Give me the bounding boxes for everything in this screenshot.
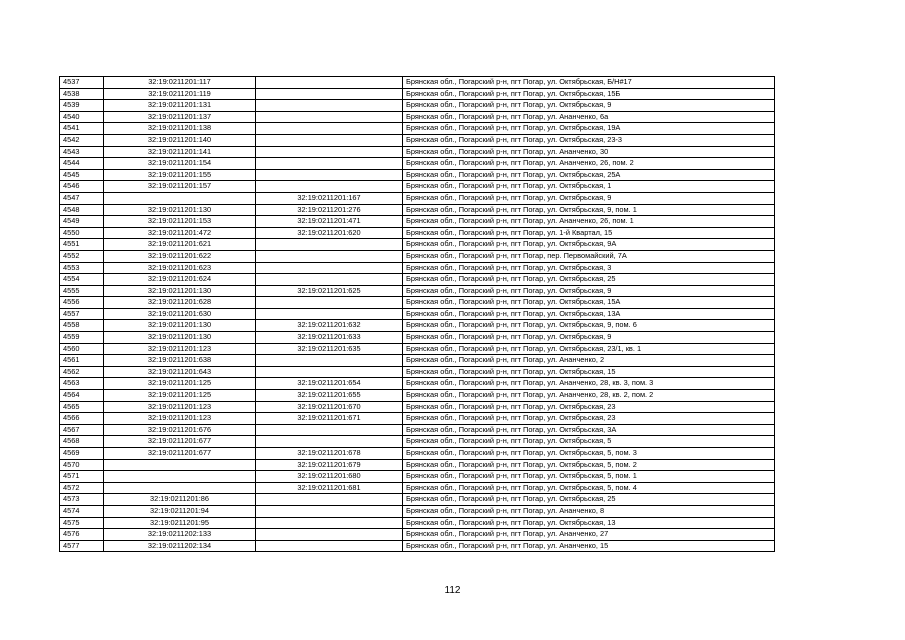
row-number-cell: 4561 [60, 355, 104, 367]
parent-cadastral-number-cell [256, 494, 403, 506]
cadastral-number-cell: 32:19:0211202:134 [104, 540, 256, 552]
row-number-cell: 4545 [60, 169, 104, 181]
table-row [60, 308, 775, 320]
row-number-cell: 4551 [60, 239, 104, 251]
row-number-cell: 4559 [60, 332, 104, 344]
table-row [60, 436, 775, 448]
cadastral-number-cell: 32:19:0211201:677 [104, 448, 256, 460]
table-row [60, 77, 775, 89]
parent-cadastral-number-cell: 32:19:0211201:167 [256, 192, 403, 204]
row-number-cell: 4572 [60, 482, 104, 494]
address-cell: Брянская обл., Погарский р-н, пгт Погар, ул. 1-й Квартал, 15 [403, 227, 775, 239]
address-cell: Брянская обл., Погарский р-н, пгт Погар, ул. Октябрьская, 25 [403, 494, 775, 506]
row-number-cell: 4560 [60, 343, 104, 355]
table-row [60, 332, 775, 344]
parent-cadastral-number-cell [256, 436, 403, 448]
parent-cadastral-number-cell [256, 100, 403, 112]
cadastral-number-cell: 32:19:0211201:130 [104, 320, 256, 332]
table-row [60, 529, 775, 541]
address-cell: Брянская обл., Погарский р-н, пгт Погар, ул. Октябрьская, 9А [403, 239, 775, 251]
cadastral-number-cell: 32:19:0211201:125 [104, 378, 256, 390]
cadastral-number-cell: 32:19:0211201:676 [104, 424, 256, 436]
cadastral-number-cell [104, 482, 256, 494]
row-number-cell: 4563 [60, 378, 104, 390]
row-number-cell: 4540 [60, 111, 104, 123]
table-row [60, 366, 775, 378]
table-row [60, 378, 775, 390]
cadastral-number-cell: 32:19:0211201:677 [104, 436, 256, 448]
cadastral-number-cell: 32:19:0211201:643 [104, 366, 256, 378]
row-number-cell: 4552 [60, 250, 104, 262]
row-number-cell: 4547 [60, 192, 104, 204]
table-row [60, 192, 775, 204]
table-row [60, 320, 775, 332]
parent-cadastral-number-cell: 32:19:0211201:670 [256, 401, 403, 413]
parent-cadastral-number-cell [256, 77, 403, 89]
row-number-cell: 4565 [60, 401, 104, 413]
parent-cadastral-number-cell: 32:19:0211201:655 [256, 390, 403, 402]
cadastral-number-cell: 32:19:0211201:157 [104, 181, 256, 193]
address-cell: Брянская обл., Погарский р-н, пгт Погар, ул. Октябрьская, 13 [403, 517, 775, 529]
parent-cadastral-number-cell [256, 540, 403, 552]
address-cell: Брянская обл., Погарский р-н, пгт Погар, ул. Октябрьская, 9 [403, 285, 775, 297]
row-number-cell: 4553 [60, 262, 104, 274]
table-row [60, 134, 775, 146]
parent-cadastral-number-cell [256, 88, 403, 100]
parent-cadastral-number-cell [256, 181, 403, 193]
cadastral-number-cell [104, 192, 256, 204]
table-row [60, 390, 775, 402]
table-row [60, 146, 775, 158]
parent-cadastral-number-cell [256, 250, 403, 262]
cadastral-number-cell: 32:19:0211201:623 [104, 262, 256, 274]
parent-cadastral-number-cell: 32:19:0211201:678 [256, 448, 403, 460]
table-row [60, 227, 775, 239]
cadastral-number-cell: 32:19:0211201:86 [104, 494, 256, 506]
address-cell: Брянская обл., Погарский р-н, пгт Погар, ул. Октябрьская, 15Б [403, 88, 775, 100]
table-row [60, 262, 775, 274]
address-cell: Брянская обл., Погарский р-н, пгт Погар, пер. Первомайский, 7А [403, 250, 775, 262]
parent-cadastral-number-cell [256, 169, 403, 181]
cadastral-number-cell: 32:19:0211201:154 [104, 158, 256, 170]
row-number-cell: 4539 [60, 100, 104, 112]
table-row [60, 482, 775, 494]
parent-cadastral-number-cell: 32:19:0211201:276 [256, 204, 403, 216]
table-row [60, 494, 775, 506]
address-cell: Брянская обл., Погарский р-н, пгт Погар, ул. Октябрьская, 19А [403, 123, 775, 135]
address-cell: Брянская обл., Погарский р-н, пгт Погар, ул. Октябрьская, 13А [403, 308, 775, 320]
parent-cadastral-number-cell: 32:19:0211201:471 [256, 216, 403, 228]
row-number-cell: 4574 [60, 505, 104, 517]
row-number-cell: 4549 [60, 216, 104, 228]
address-cell: Брянская обл., Погарский р-н, пгт Погар, ул. Октябрьская, 5, пом. 2 [403, 459, 775, 471]
address-cell: Брянская обл., Погарский р-н, пгт Погар, ул. Ананченко, 27 [403, 529, 775, 541]
cadastral-number-cell [104, 471, 256, 483]
parent-cadastral-number-cell [256, 424, 403, 436]
registry-table-body [60, 77, 775, 552]
table-row [60, 505, 775, 517]
address-cell: Брянская обл., Погарский р-н, пгт Погар, ул. Октябрьская, 5, пом. 1 [403, 471, 775, 483]
address-cell: Брянская обл., Погарский р-н, пгт Погар, ул. Ананченко, 28, кв. 2, пом. 2 [403, 390, 775, 402]
cadastral-number-cell: 32:19:0211201:117 [104, 77, 256, 89]
address-cell: Брянская обл., Погарский р-н, пгт Погар, ул. Октябрьская, 9 [403, 192, 775, 204]
row-number-cell: 4557 [60, 308, 104, 320]
parent-cadastral-number-cell [256, 366, 403, 378]
cadastral-number-cell: 32:19:0211201:125 [104, 390, 256, 402]
address-cell: Брянская обл., Погарский р-н, пгт Погар, ул. Октябрьская, 1 [403, 181, 775, 193]
table-row [60, 471, 775, 483]
cadastral-number-cell: 32:19:0211201:628 [104, 297, 256, 309]
address-cell: Брянская обл., Погарский р-н, пгт Погар, ул. Октябрьская, 23 [403, 401, 775, 413]
row-number-cell: 4573 [60, 494, 104, 506]
address-cell: Брянская обл., Погарский р-н, пгт Погар, ул. Октябрьская, 9 [403, 332, 775, 344]
address-cell: Брянская обл., Погарский р-н, пгт Погар, ул. Ананченко, 30 [403, 146, 775, 158]
row-number-cell: 4543 [60, 146, 104, 158]
address-cell: Брянская обл., Погарский р-н, пгт Погар, ул. Ананченко, 26, пом. 1 [403, 216, 775, 228]
parent-cadastral-number-cell: 32:19:0211201:680 [256, 471, 403, 483]
row-number-cell: 4569 [60, 448, 104, 460]
table-row [60, 401, 775, 413]
parent-cadastral-number-cell: 32:19:0211201:625 [256, 285, 403, 297]
cadastral-number-cell: 32:19:0211201:131 [104, 100, 256, 112]
address-cell: Брянская обл., Погарский р-н, пгт Погар, ул. Ананченко, 15 [403, 540, 775, 552]
parent-cadastral-number-cell [256, 123, 403, 135]
table-row [60, 88, 775, 100]
page-number: 112 [444, 585, 461, 596]
address-cell: Брянская обл., Погарский р-н, пгт Погар, ул. Октябрьская, 9, пом. 6 [403, 320, 775, 332]
cadastral-number-cell: 32:19:0211201:130 [104, 285, 256, 297]
cadastral-number-cell: 32:19:0211201:621 [104, 239, 256, 251]
parent-cadastral-number-cell [256, 308, 403, 320]
cadastral-number-cell: 32:19:0211201:94 [104, 505, 256, 517]
row-number-cell: 4571 [60, 471, 104, 483]
parent-cadastral-number-cell [256, 158, 403, 170]
parent-cadastral-number-cell [256, 274, 403, 286]
row-number-cell: 4576 [60, 529, 104, 541]
address-cell: Брянская обл., Погарский р-н, пгт Погар, ул. Октябрьская, 3А [403, 424, 775, 436]
table-row [60, 285, 775, 297]
cadastral-number-cell: 32:19:0211201:624 [104, 274, 256, 286]
cadastral-number-cell: 32:19:0211201:119 [104, 88, 256, 100]
table-row [60, 204, 775, 216]
address-cell: Брянская обл., Погарский р-н, пгт Погар, ул. Ананченко, 2 [403, 355, 775, 367]
address-cell: Брянская обл., Погарский р-н, пгт Погар, ул. Ананченко, 28, кв. 3, пом. 3 [403, 378, 775, 390]
row-number-cell: 4566 [60, 413, 104, 425]
row-number-cell: 4564 [60, 390, 104, 402]
parent-cadastral-number-cell [256, 134, 403, 146]
row-number-cell: 4555 [60, 285, 104, 297]
cadastral-number-cell [104, 459, 256, 471]
cadastral-number-cell: 32:19:0211201:155 [104, 169, 256, 181]
address-cell: Брянская обл., Погарский р-н, пгт Погар, ул. Октябрьская, 5 [403, 436, 775, 448]
address-cell: Брянская обл., Погарский р-н, пгт Погар, ул. Октябрьская, 5, пом. 4 [403, 482, 775, 494]
row-number-cell: 4567 [60, 424, 104, 436]
table-row [60, 517, 775, 529]
address-cell: Брянская обл., Погарский р-н, пгт Погар, ул. Октябрьская, 3 [403, 262, 775, 274]
table-row [60, 274, 775, 286]
table-row [60, 459, 775, 471]
parent-cadastral-number-cell: 32:19:0211201:620 [256, 227, 403, 239]
cadastral-number-cell: 32:19:0211202:133 [104, 529, 256, 541]
parent-cadastral-number-cell: 32:19:0211201:633 [256, 332, 403, 344]
row-number-cell: 4546 [60, 181, 104, 193]
row-number-cell: 4577 [60, 540, 104, 552]
address-cell: Брянская обл., Погарский р-н, пгт Погар, ул. Октябрьская, Б/Н#17 [403, 77, 775, 89]
row-number-cell: 4542 [60, 134, 104, 146]
address-cell: Брянская обл., Погарский р-н, пгт Погар, ул. Октябрьская, 15А [403, 297, 775, 309]
cadastral-number-cell: 32:19:0211201:622 [104, 250, 256, 262]
address-cell: Брянская обл., Погарский р-н, пгт Погар, ул. Ананченко, 8 [403, 505, 775, 517]
row-number-cell: 4554 [60, 274, 104, 286]
table-row [60, 413, 775, 425]
parent-cadastral-number-cell [256, 517, 403, 529]
cadastral-number-cell: 32:19:0211201:130 [104, 332, 256, 344]
parent-cadastral-number-cell [256, 146, 403, 158]
table-row [60, 111, 775, 123]
table-row [60, 250, 775, 262]
parent-cadastral-number-cell: 32:19:0211201:632 [256, 320, 403, 332]
cadastral-number-cell: 32:19:0211201:153 [104, 216, 256, 228]
address-cell: Брянская обл., Погарский р-н, пгт Погар, ул. Октябрьская, 9, пом. 1 [403, 204, 775, 216]
table-row [60, 448, 775, 460]
table-row [60, 424, 775, 436]
cadastral-number-cell: 32:19:0211201:141 [104, 146, 256, 158]
cadastral-number-cell: 32:19:0211201:638 [104, 355, 256, 367]
parent-cadastral-number-cell [256, 111, 403, 123]
cadastral-number-cell: 32:19:0211201:137 [104, 111, 256, 123]
address-cell: Брянская обл., Погарский р-н, пгт Погар, ул. Октябрьская, 5, пом. 3 [403, 448, 775, 460]
row-number-cell: 4537 [60, 77, 104, 89]
row-number-cell: 4538 [60, 88, 104, 100]
row-number-cell: 4558 [60, 320, 104, 332]
row-number-cell: 4544 [60, 158, 104, 170]
registry-table [59, 76, 775, 552]
address-cell: Брянская обл., Погарский р-н, пгт Погар, ул. Октябрьская, 25А [403, 169, 775, 181]
table-row [60, 239, 775, 251]
table-row [60, 181, 775, 193]
table-row [60, 169, 775, 181]
table-row [60, 540, 775, 552]
row-number-cell: 4570 [60, 459, 104, 471]
row-number-cell: 4550 [60, 227, 104, 239]
cadastral-number-cell: 32:19:0211201:130 [104, 204, 256, 216]
parent-cadastral-number-cell [256, 355, 403, 367]
cadastral-number-cell: 32:19:0211201:123 [104, 401, 256, 413]
cadastral-number-cell: 32:19:0211201:138 [104, 123, 256, 135]
parent-cadastral-number-cell [256, 505, 403, 517]
parent-cadastral-number-cell [256, 297, 403, 309]
cadastral-number-cell: 32:19:0211201:123 [104, 343, 256, 355]
row-number-cell: 4575 [60, 517, 104, 529]
parent-cadastral-number-cell [256, 239, 403, 251]
row-number-cell: 4541 [60, 123, 104, 135]
parent-cadastral-number-cell [256, 262, 403, 274]
address-cell: Брянская обл., Погарский р-н, пгт Погар, ул. Октябрьская, 25 [403, 274, 775, 286]
table-row [60, 123, 775, 135]
address-cell: Брянская обл., Погарский р-н, пгт Погар, ул. Октябрьская, 9 [403, 100, 775, 112]
parent-cadastral-number-cell: 32:19:0211201:679 [256, 459, 403, 471]
parent-cadastral-number-cell: 32:19:0211201:671 [256, 413, 403, 425]
row-number-cell: 4556 [60, 297, 104, 309]
table-row [60, 297, 775, 309]
parent-cadastral-number-cell: 32:19:0211201:654 [256, 378, 403, 390]
address-cell: Брянская обл., Погарский р-н, пгт Погар, ул. Октябрьская, 23/1, кв. 1 [403, 343, 775, 355]
row-number-cell: 4562 [60, 366, 104, 378]
table-row [60, 355, 775, 367]
table-row [60, 100, 775, 112]
table-row [60, 158, 775, 170]
cadastral-number-cell: 32:19:0211201:95 [104, 517, 256, 529]
address-cell: Брянская обл., Погарский р-н, пгт Погар, ул. Ананченко, 26, пом. 2 [403, 158, 775, 170]
row-number-cell: 4548 [60, 204, 104, 216]
cadastral-number-cell: 32:19:0211201:140 [104, 134, 256, 146]
address-cell: Брянская обл., Погарский р-н, пгт Погар, ул. Октябрьская, 23 [403, 413, 775, 425]
parent-cadastral-number-cell [256, 529, 403, 541]
address-cell: Брянская обл., Погарский р-н, пгт Погар, ул. Октябрьская, 15 [403, 366, 775, 378]
table-row [60, 216, 775, 228]
parent-cadastral-number-cell: 32:19:0211201:681 [256, 482, 403, 494]
address-cell: Брянская обл., Погарский р-н, пгт Погар, ул. Октябрьская, 23-3 [403, 134, 775, 146]
table-row [60, 343, 775, 355]
address-cell: Брянская обл., Погарский р-н, пгт Погар, ул. Ананченко, 6а [403, 111, 775, 123]
cadastral-number-cell: 32:19:0211201:630 [104, 308, 256, 320]
row-number-cell: 4568 [60, 436, 104, 448]
parent-cadastral-number-cell: 32:19:0211201:635 [256, 343, 403, 355]
cadastral-number-cell: 32:19:0211201:123 [104, 413, 256, 425]
cadastral-number-cell: 32:19:0211201:472 [104, 227, 256, 239]
